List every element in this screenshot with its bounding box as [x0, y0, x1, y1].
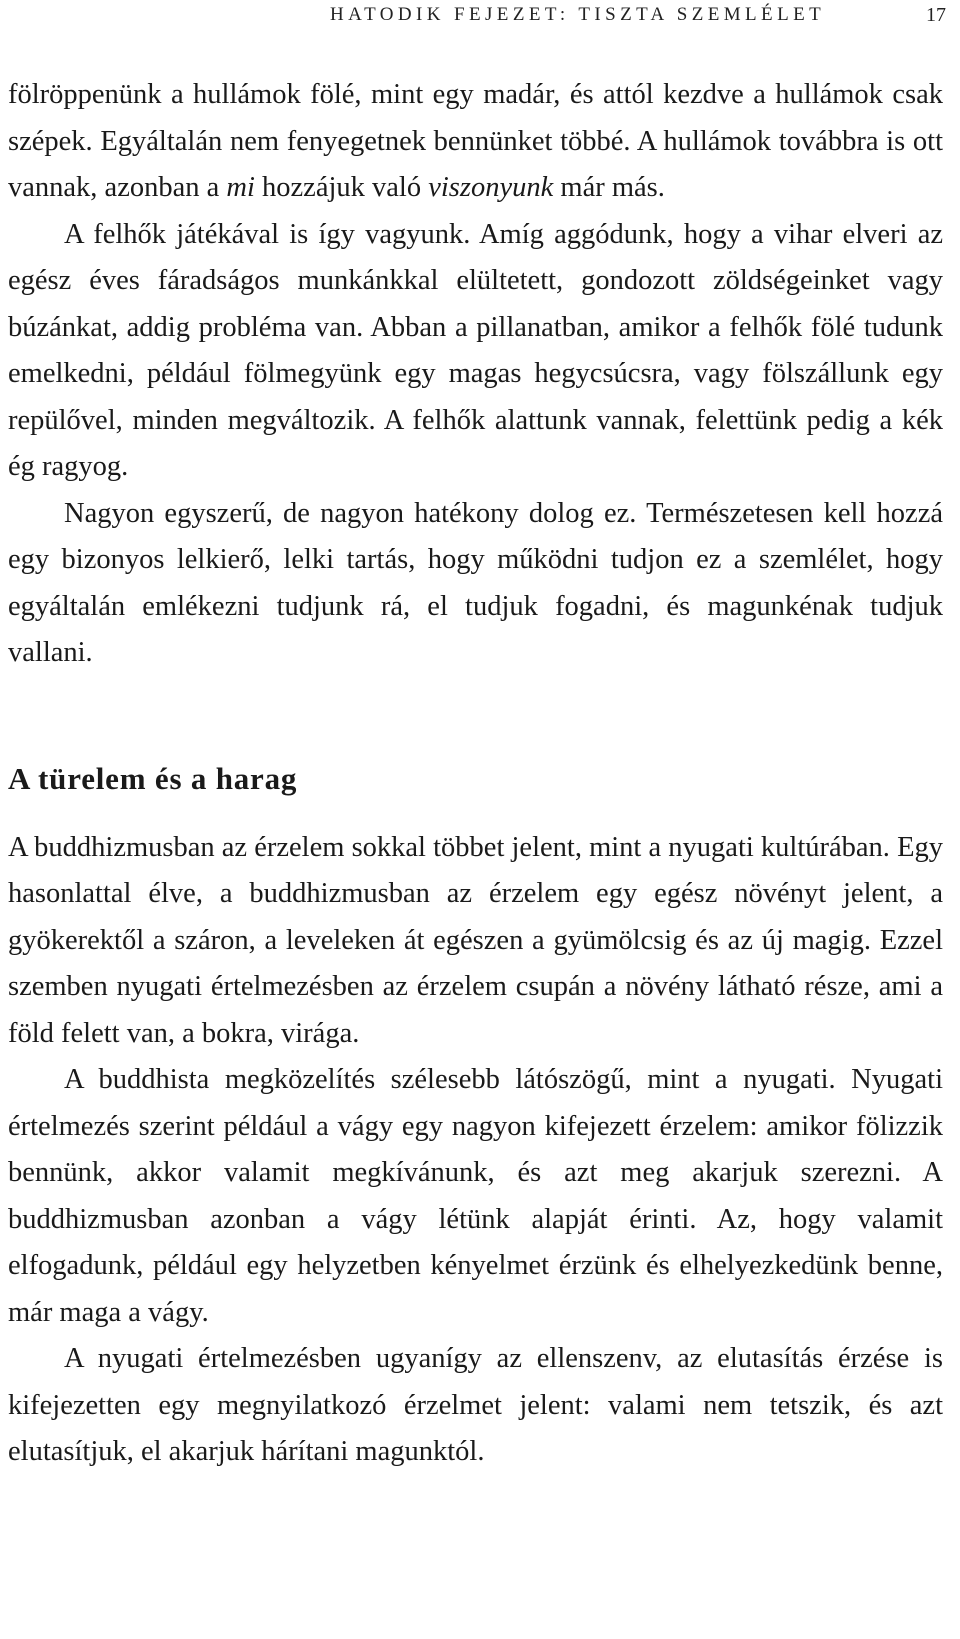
paragraph-1: fölröppenünk a hullámok fölé, mint egy madár, és attól kezdve a hullámok csak szépek. Egyáltalán nem fenyegetnek bennünket többé. A hullámok továbbra is ott vannak, azonban a mi hozzájuk való viszonyunk már más. — [8, 79, 943, 203]
page-content — [8, 72, 943, 1476]
emphasis-viszonyunk: viszonyunk — [428, 172, 554, 203]
section-heading: A türelem és a harag — [8, 760, 298, 796]
section-paragraph-2: A buddhista megközelítés szélesebb látószögű, mint a nyugati. Nyugati értelmezés szerint például a vágy egy nagyon kifejezett érzelem: amikor fölizzik bennünk, akkor valamit megkívánunk, és azt meg akarjuk szerezni. A buddhizmusban azonban a vágy létünk alapját érinti. Az, hogy valamit elfogadunk, például egy helyzetben kényelmet érzünk és elhelyezkedünk benne, már maga a vágy. — [8, 1064, 943, 1328]
section-paragraph-1: A buddhizmusban az érzelem sokkal többet jelent, mint a nyugati kultúrában. Egy hasonlattal élve, a buddhizmusban az érzelem egy egész növényt jelent, a gyökerektől a száron, a leveleken át egészen a gyümölcsig és az új magig. Ezzel szemben nyugati értelmezésben az érzelem csupán a növény látható része, ami a föld felett van, a bokra, virága. — [8, 831, 943, 1049]
paragraph-3: Nagyon egyszerű, de nagyon hatékony dolog ez. Természetesen kell hozzá egy bizonyos lelkierő, lelki tartás, hogy működni tudjon ez a szemlélet, hogy egyáltalán emlékezni tudjunk rá, el tudjuk fogadni, és magunkénak tudjuk vallani. — [8, 497, 943, 668]
section-paragraph-3: A nyugati értelmezésben ugyanígy az ellenszenv, az elutasítás érzése is kifejezetten egy megnyilatkozó érzelmet jelent: valami nem tetszik, és azt elutasítjuk, el akarjuk hárítani magunktól. — [8, 1343, 943, 1467]
paragraph-2: A felhők játékával is így vagyunk. Amíg aggódunk, hogy a vihar elveri az egész éves fáradságos munkánkkal elültetett, gondozott zöldségeinket vagy búzánkat, addig probléma van. Abban a pillanatban, amikor a felhők fölé tudunk emelkedni, például fölmegyünk egy magas hegycsúcsra, vagy fölszállunk egy repülővel, minden megváltozik. A felhők alattunk vannak, felettünk pedig a kék ég ragyog. — [8, 218, 943, 482]
emphasis-mi: mi — [226, 172, 255, 203]
running-header: HATODIK FEJEZET: TISZTA SZEMLÉLET — [330, 4, 826, 25]
page-number: 17 — [926, 4, 946, 26]
